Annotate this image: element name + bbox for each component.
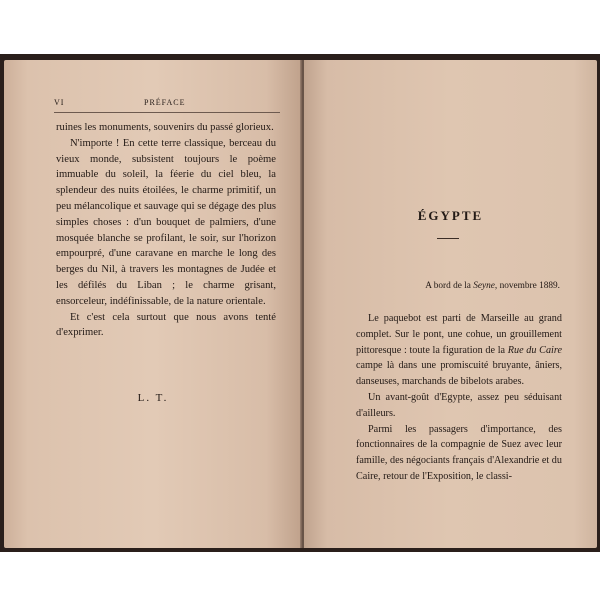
header-rule [54,112,280,113]
left-page-text [56,120,276,341]
dateline-prefix: A bord de la [425,281,474,291]
street-name: Rue du Caire [507,344,562,356]
paragraph: Et c'est cela surtout que nous avons tenté d'exprimer. [56,311,276,339]
paragraph: ruines les monuments, souvenirs du passé glorieux. [56,122,274,133]
signature: L. T. [137,392,169,404]
paragraph: Un avant-goût d'Egypte, assez peu séduisant d'ailleurs. [356,391,562,419]
paragraph: Parmi les passagers d'importance, des fonctionnaires de la compagnie de Suez avec leur famille, des négociants français d'Alexandrie et du Caire, retour de l'Exposition, le classi- [356,423,562,482]
dateline [394,281,560,291]
chapter-rule [437,238,459,239]
page-number: VI [54,98,65,107]
right-page [304,60,597,548]
ship-name: Seyne [473,281,495,291]
paragraph: N'importe ! En cette terre classique, berceau du vieux monde, subsistent toujours le poème immuable du soleil, la féerie du ciel bleu, la splendeur des nuits étoilées, le charme primitif, un peu mélancolique et sauvage qui se dégage des plus simples choses : d'un bouquet de palmiers, d'une mosquée blanche se profilant, le soir, sur l'horizon empourpré, d'une caravane en marche le long des berges du Nil, à travers les montagnes de Judée et les défilés du Liban ; le charme grisant, ensorceleur, indéfinissable, de la nature orientale. [56,137,276,307]
chapter-title: ÉGYPTE [417,208,484,223]
paragraph [356,311,562,390]
right-page-text [356,311,562,485]
running-title: PRÉFACE [144,98,186,107]
open-book [0,54,600,552]
left-page [4,60,302,548]
dateline-suffix: , novembre 1889. [494,281,560,291]
paragraph-text: campe là dans une promiscuité bruyante, âniers, danseuses, marchands de bibelots arabes. [356,360,562,388]
paragraph-text: Le paquebot est parti de Marseille au grand complet. Sur le pont, une cohue, un grouillement pittoresque : toute la figuration de la [356,313,562,356]
